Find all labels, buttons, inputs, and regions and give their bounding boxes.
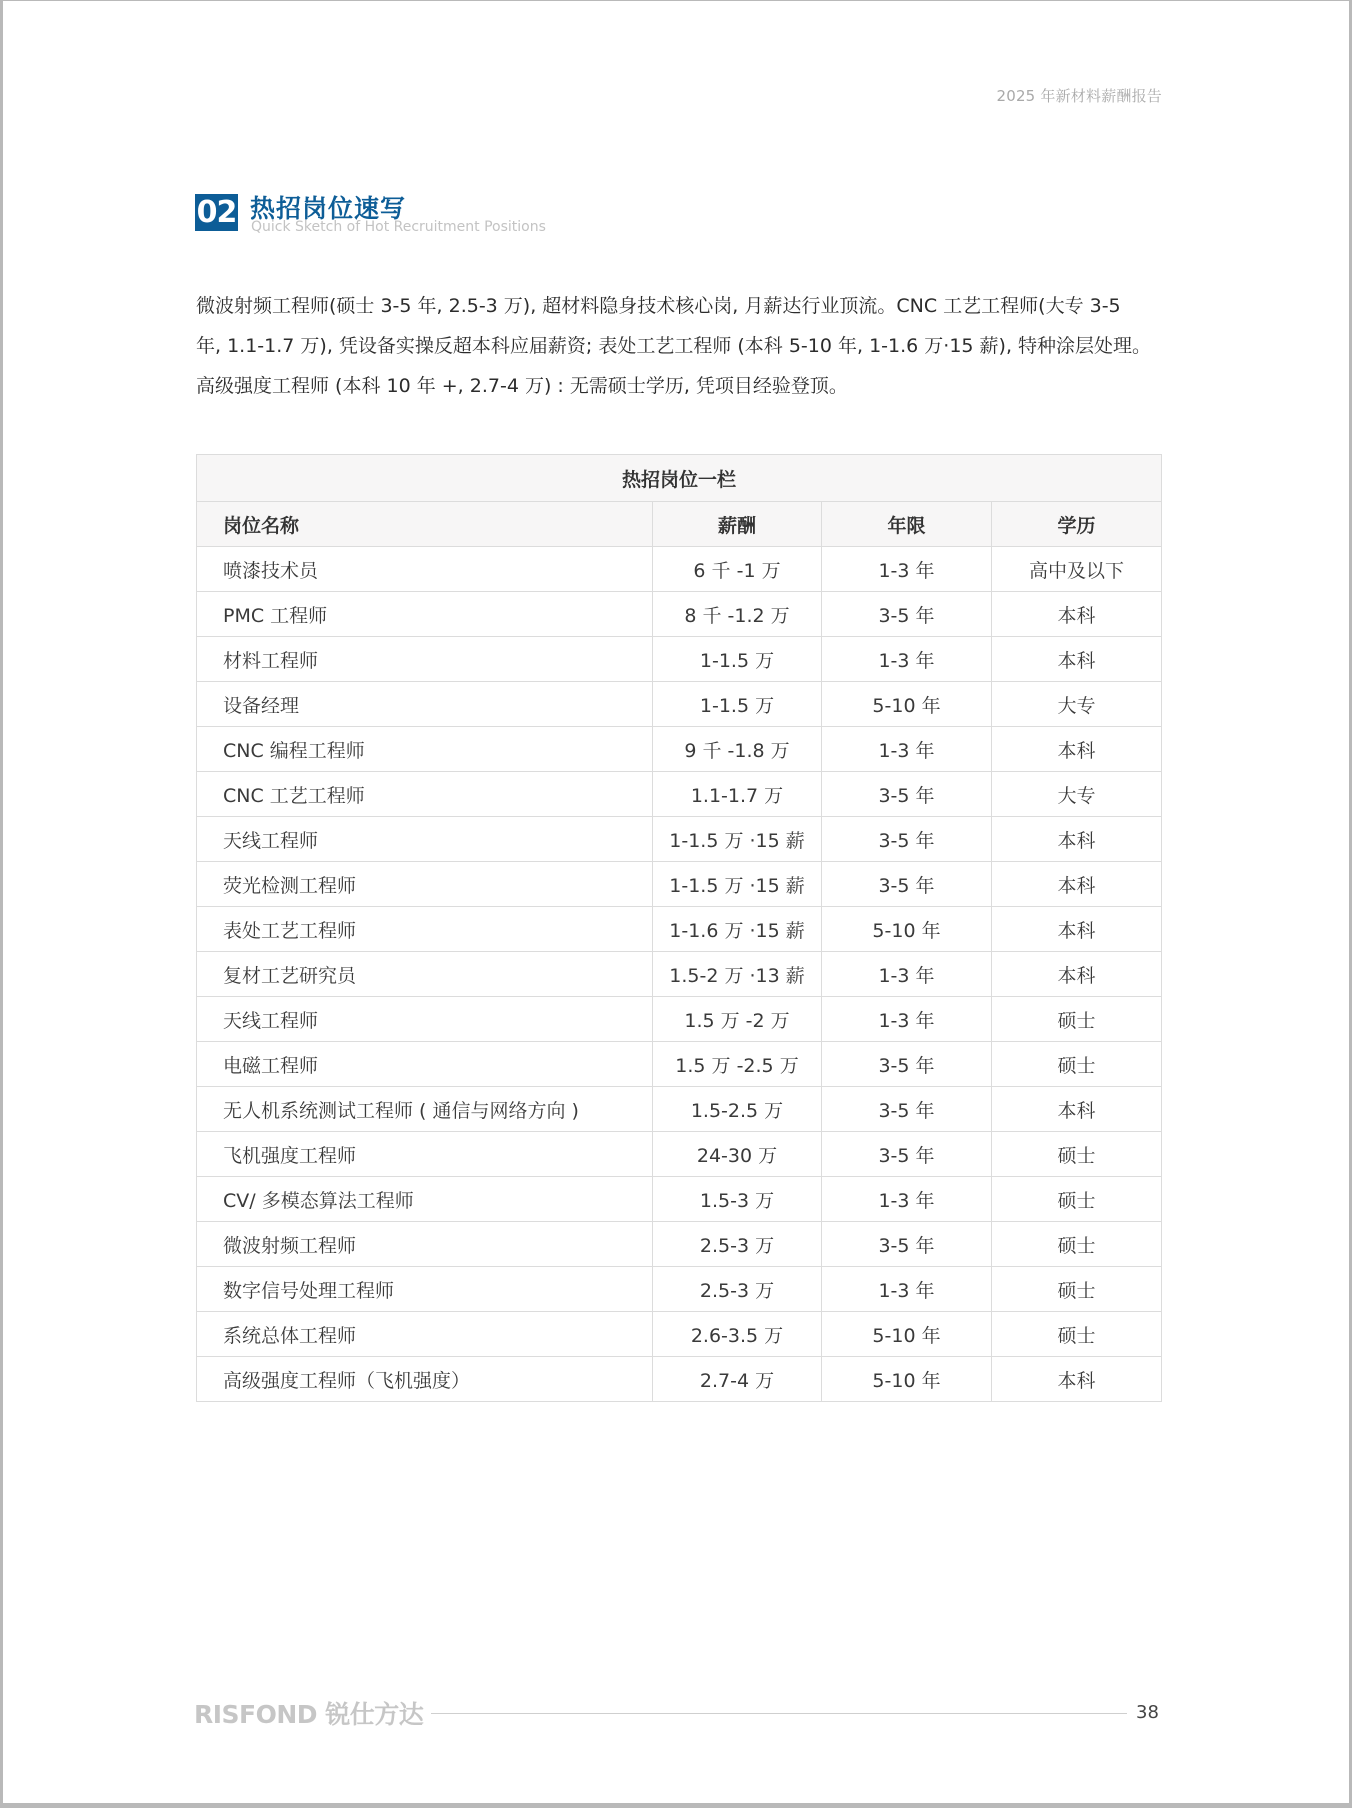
cell-salary: 2.5-3 万	[653, 1222, 822, 1267]
cell-education: 本科	[992, 1087, 1162, 1132]
cell-experience: 1-3 年	[822, 997, 992, 1042]
table-row	[197, 1132, 1162, 1177]
table-row	[197, 772, 1162, 817]
table-row	[197, 1177, 1162, 1222]
cell-salary: 1-1.5 万	[653, 637, 822, 682]
cell-position: 飞机强度工程师	[197, 1132, 653, 1177]
cell-experience: 3-5 年	[822, 1222, 992, 1267]
column-header-position: 岗位名称	[197, 502, 653, 547]
cell-education: 硕士	[992, 1177, 1162, 1222]
table-row	[197, 637, 1162, 682]
intro-line: 年, 1.1-1.7 万), 凭设备实操反超本科应届薪资; 表处工艺工程师 (本科 5-10 年, 1-1.6 万·15 薪), 特种涂层处理。	[196, 335, 1152, 357]
cell-experience: 5-10 年	[822, 682, 992, 727]
table-row	[197, 952, 1162, 997]
table-row	[197, 862, 1162, 907]
cell-position: 无人机系统测试工程师 ( 通信与网络方向 )	[197, 1087, 653, 1132]
page-number: 38	[1136, 1702, 1159, 1723]
report-page	[3, 1, 1349, 1803]
cell-experience: 3-5 年	[822, 817, 992, 862]
column-header-education: 学历	[992, 502, 1162, 547]
table-row	[197, 1222, 1162, 1267]
cell-position: CNC 工艺工程师	[197, 772, 653, 817]
cell-salary: 2.6-3.5 万	[653, 1312, 822, 1357]
cell-position: 设备经理	[197, 682, 653, 727]
cell-education: 硕士	[992, 997, 1162, 1042]
company-logo: RISFOND 锐仕方达	[194, 1700, 424, 1729]
cell-education: 本科	[992, 907, 1162, 952]
cell-salary: 1.5 万 -2 万	[653, 997, 822, 1042]
cell-position: 微波射频工程师	[197, 1222, 653, 1267]
cell-position: 电磁工程师	[197, 1042, 653, 1087]
table-caption: 热招岗位一栏	[197, 455, 1162, 502]
table-row	[197, 907, 1162, 952]
table-row	[197, 1312, 1162, 1357]
cell-education: 本科	[992, 1357, 1162, 1402]
cell-salary: 1.5 万 -2.5 万	[653, 1042, 822, 1087]
cell-salary: 1-1.6 万 ·15 薪	[653, 907, 822, 952]
cell-position: PMC 工程师	[197, 592, 653, 637]
cell-experience: 5-10 年	[822, 1312, 992, 1357]
table-row	[197, 997, 1162, 1042]
hot-jobs-table	[196, 454, 1162, 1402]
cell-experience: 3-5 年	[822, 592, 992, 637]
footer-divider	[431, 1713, 1127, 1714]
cell-education: 本科	[992, 862, 1162, 907]
table-header-row	[197, 502, 1162, 547]
cell-education: 大专	[992, 772, 1162, 817]
cell-position: 数字信号处理工程师	[197, 1267, 653, 1312]
cell-education: 本科	[992, 817, 1162, 862]
cell-education: 硕士	[992, 1132, 1162, 1177]
cell-experience: 1-3 年	[822, 1177, 992, 1222]
cell-experience: 1-3 年	[822, 1267, 992, 1312]
column-header-salary: 薪酬	[653, 502, 822, 547]
cell-position: 复材工艺研究员	[197, 952, 653, 997]
cell-position: CV/ 多模态算法工程师	[197, 1177, 653, 1222]
table-row	[197, 592, 1162, 637]
cell-salary: 1.5-2 万 ·13 薪	[653, 952, 822, 997]
cell-experience: 1-3 年	[822, 637, 992, 682]
table-row	[197, 682, 1162, 727]
cell-education: 硕士	[992, 1312, 1162, 1357]
table-row	[197, 1042, 1162, 1087]
cell-education: 本科	[992, 592, 1162, 637]
cell-experience: 1-3 年	[822, 727, 992, 772]
cell-salary: 2.5-3 万	[653, 1267, 822, 1312]
table-row	[197, 1267, 1162, 1312]
cell-salary: 8 千 -1.2 万	[653, 592, 822, 637]
cell-education: 硕士	[992, 1222, 1162, 1267]
table-row	[197, 727, 1162, 772]
cell-salary: 1-1.5 万 ·15 薪	[653, 862, 822, 907]
table-row	[197, 1357, 1162, 1402]
cell-salary: 1.5-2.5 万	[653, 1087, 822, 1132]
running-header: 2025 年新材料薪酬报告	[996, 87, 1162, 105]
cell-experience: 3-5 年	[822, 1132, 992, 1177]
cell-experience: 3-5 年	[822, 772, 992, 817]
intro-line: 高级强度工程师 (本科 10 年 +, 2.7-4 万) : 无需硕士学历, 凭项目经验登顶。	[196, 375, 848, 397]
cell-education: 硕士	[992, 1267, 1162, 1312]
cell-experience: 5-10 年	[822, 1357, 992, 1402]
cell-salary: 9 千 -1.8 万	[653, 727, 822, 772]
section-title: 热招岗位速写	[250, 194, 407, 223]
cell-experience: 3-5 年	[822, 862, 992, 907]
cell-salary: 6 千 -1 万	[653, 547, 822, 592]
cell-experience: 3-5 年	[822, 1087, 992, 1132]
cell-position: 天线工程师	[197, 817, 653, 862]
section-number: 02	[196, 195, 237, 230]
cell-position: CNC 编程工程师	[197, 727, 653, 772]
cell-experience: 1-3 年	[822, 547, 992, 592]
cell-position: 表处工艺工程师	[197, 907, 653, 952]
cell-salary: 1-1.5 万	[653, 682, 822, 727]
table-body	[197, 547, 1162, 1402]
cell-salary: 1.1-1.7 万	[653, 772, 822, 817]
table-row	[197, 817, 1162, 862]
cell-salary: 2.7-4 万	[653, 1357, 822, 1402]
table-row	[197, 1087, 1162, 1132]
cell-position: 荧光检测工程师	[197, 862, 653, 907]
intro-line: 微波射频工程师(硕士 3-5 年, 2.5-3 万), 超材料隐身技术核心岗, 月薪达行业顶流。CNC 工艺工程师(大专 3-5	[196, 295, 1121, 317]
intro-paragraph	[196, 286, 1161, 406]
cell-education: 本科	[992, 952, 1162, 997]
cell-position: 高级强度工程师（飞机强度）	[197, 1357, 653, 1402]
cell-education: 硕士	[992, 1042, 1162, 1087]
cell-position: 喷漆技术员	[197, 547, 653, 592]
cell-salary: 24-30 万	[653, 1132, 822, 1177]
cell-education: 大专	[992, 682, 1162, 727]
cell-education: 高中及以下	[992, 547, 1162, 592]
cell-experience: 3-5 年	[822, 1042, 992, 1087]
column-header-experience: 年限	[822, 502, 992, 547]
cell-salary: 1.5-3 万	[653, 1177, 822, 1222]
cell-experience: 5-10 年	[822, 907, 992, 952]
table-row	[197, 547, 1162, 592]
cell-salary: 1-1.5 万 ·15 薪	[653, 817, 822, 862]
cell-education: 本科	[992, 637, 1162, 682]
cell-position: 系统总体工程师	[197, 1312, 653, 1357]
cell-position: 天线工程师	[197, 997, 653, 1042]
section-subtitle: Quick Sketch of Hot Recruitment Positions	[251, 219, 546, 235]
cell-position: 材料工程师	[197, 637, 653, 682]
cell-experience: 1-3 年	[822, 952, 992, 997]
cell-education: 本科	[992, 727, 1162, 772]
